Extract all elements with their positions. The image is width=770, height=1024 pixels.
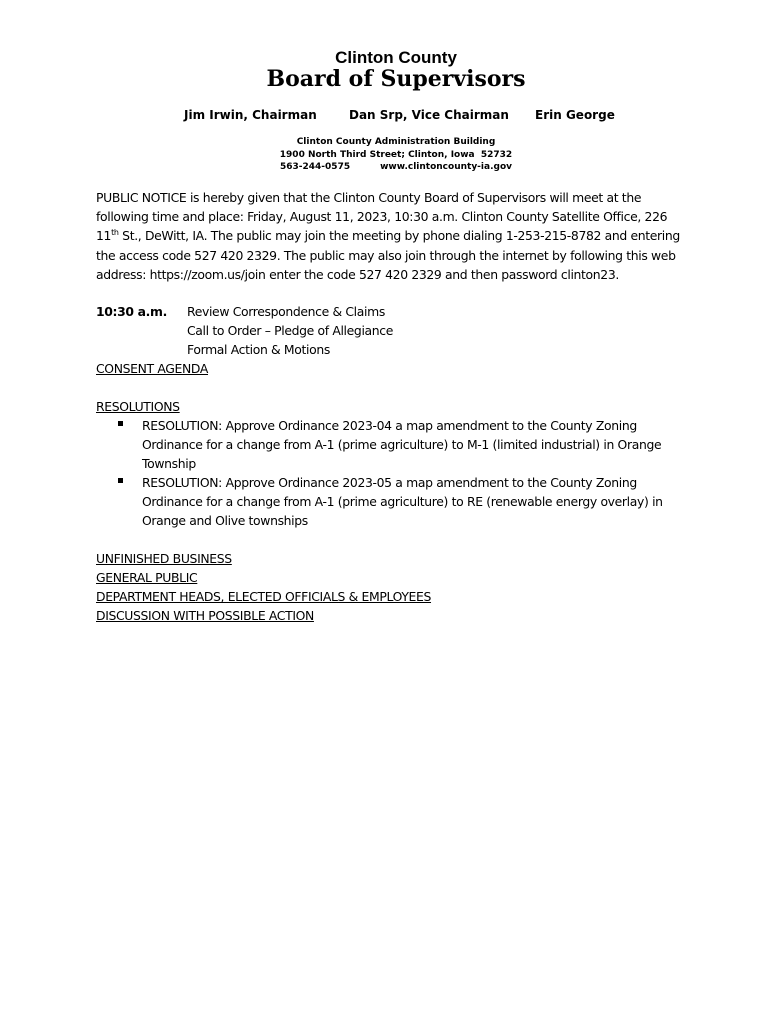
resolution-item xyxy=(96,416,716,473)
notice-line xyxy=(96,226,716,245)
resolution-line: Orange and Olive townships xyxy=(142,513,308,528)
contact-line xyxy=(0,161,770,174)
agenda-row xyxy=(96,359,716,378)
agenda-row xyxy=(96,568,716,587)
bullet-icon xyxy=(118,421,123,426)
agenda-row xyxy=(96,606,716,625)
street-number: 11 xyxy=(96,228,112,244)
building-name: Clinton County Administration Building xyxy=(296,137,496,147)
agenda xyxy=(96,302,716,625)
address-block xyxy=(0,136,770,174)
agenda-row xyxy=(96,549,716,568)
agenda-row xyxy=(96,397,716,416)
ordinal-suffix: th xyxy=(111,228,119,238)
meeting-time: 10:30 a.m. xyxy=(96,304,167,319)
resolution-item xyxy=(96,473,716,530)
notice-line: following time and place: Friday, August 11, 2023, 10:30 a.m. Clinton County Satellite Office, 226 xyxy=(96,209,668,225)
agenda-item: Call to Order – Pledge of Allegiance xyxy=(187,323,394,338)
discussion-heading: DISCUSSION WITH POSSIBLE ACTION xyxy=(96,608,314,623)
county-name: Clinton County xyxy=(335,48,457,67)
website-link[interactable]: www.clintoncounty-ia.gov xyxy=(380,162,512,172)
public-notice xyxy=(96,188,716,284)
resolution-line: RESOLUTION: Approve Ordinance 2023-05 a map amendment to the County Zoning xyxy=(142,475,637,490)
agenda-row xyxy=(96,587,716,606)
officers-row xyxy=(0,108,770,126)
department-heads-heading: DEPARTMENT HEADS, ELECTED OFFICIALS & EMPLOYEES xyxy=(96,589,432,604)
supervisor-name: Erin George xyxy=(535,108,615,122)
resolution-line: Ordinance for a change from A-1 (prime agriculture) to M-1 (limited industrial) in Orange xyxy=(142,437,662,452)
agenda-item: Review Correspondence & Claims xyxy=(187,304,385,319)
bullet-icon xyxy=(118,478,123,483)
chairman-name: Jim Irwin, Chairman xyxy=(184,108,317,122)
notice-line-rest: St., DeWitt, IA. The public may join the meeting by phone dialing 1-253-215-8782 and entering xyxy=(118,228,680,244)
notice-line: the access code 527 420 2329. The public may also join through the internet by following this web xyxy=(96,247,676,263)
resolutions-heading: RESOLUTIONS xyxy=(96,399,180,414)
vice-chairman-name: Dan Srp, Vice Chairman xyxy=(349,108,509,122)
notice-line: address: https://zoom.us/join enter the code 527 420 2329 and then password clinton23. xyxy=(96,266,619,282)
agenda-item: Formal Action & Motions xyxy=(187,342,330,357)
agenda-row xyxy=(96,321,716,340)
agenda-row xyxy=(96,302,716,321)
consent-agenda-heading: CONSENT AGENDA xyxy=(96,361,209,376)
resolution-line: RESOLUTION: Approve Ordinance 2023-04 a map amendment to the County Zoning xyxy=(142,418,637,433)
unfinished-business-heading: UNFINISHED BUSINESS xyxy=(96,551,232,566)
resolution-line: Ordinance for a change from A-1 (prime agriculture) to RE (renewable energy overlay) in xyxy=(142,494,663,509)
notice-line: PUBLIC NOTICE is hereby given that the Clinton County Board of Supervisors will meet at the xyxy=(96,190,642,205)
street-address: 1900 North Third Street; Clinton, Iowa 52732 xyxy=(279,149,513,160)
general-public-heading: GENERAL PUBLIC xyxy=(96,570,198,585)
resolution-line: Township xyxy=(142,456,196,471)
phone-number: 563-244-0575 xyxy=(280,162,351,172)
agenda-row xyxy=(96,340,716,359)
board-title: Board of Supervisors xyxy=(266,66,526,92)
